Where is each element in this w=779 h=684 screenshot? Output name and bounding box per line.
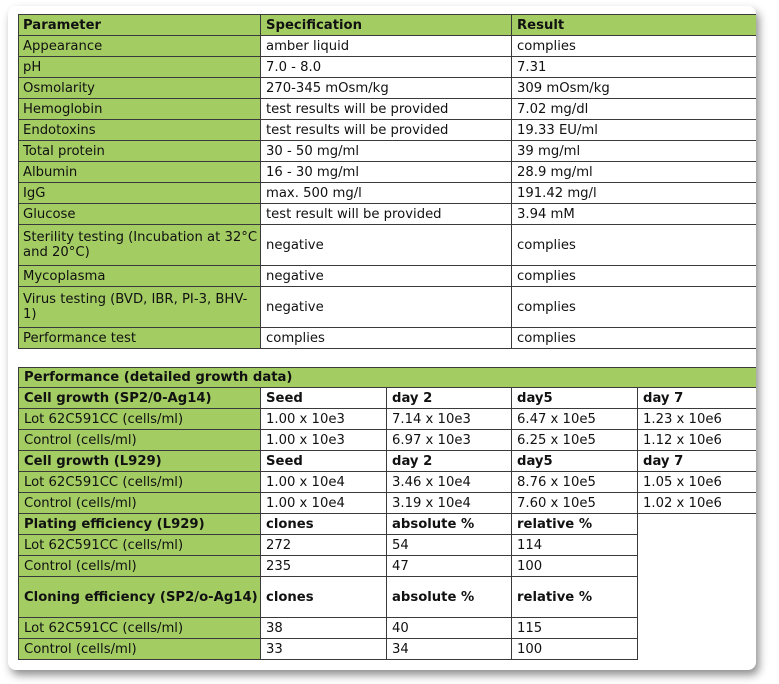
column-header: day 2 bbox=[387, 451, 512, 472]
spec-result: 28.9 mg/ml bbox=[512, 162, 757, 183]
cell-value: 1.00 x 10e4 bbox=[261, 472, 387, 493]
cell-value: 272 bbox=[261, 535, 387, 556]
cell-value: 54 bbox=[387, 535, 512, 556]
spec-specification: 270-345 mOsm/kg bbox=[261, 78, 512, 99]
cell-value: 3.19 x 10e4 bbox=[387, 493, 512, 514]
spec-row bbox=[19, 183, 757, 204]
performance-title-row bbox=[19, 368, 757, 388]
row-label: Control (cells/ml) bbox=[19, 639, 261, 660]
cell-value: 8.76 x 10e5 bbox=[512, 472, 638, 493]
column-header: relative % bbox=[512, 577, 638, 618]
cell-value: 100 bbox=[512, 556, 638, 577]
section-label: Cell growth (L929) bbox=[19, 451, 261, 472]
spec-result: 7.31 bbox=[512, 57, 757, 78]
document-card bbox=[8, 6, 756, 670]
spec-result: 39 mg/ml bbox=[512, 141, 757, 162]
specification-table bbox=[18, 14, 756, 349]
spec-parameter: Osmolarity bbox=[19, 78, 261, 99]
spec-specification: 7.0 - 8.0 bbox=[261, 57, 512, 78]
spec-specification: 30 - 50 mg/ml bbox=[261, 141, 512, 162]
row-label: Lot 62C591CC (cells/ml) bbox=[19, 472, 261, 493]
spec-result: 309 mOsm/kg bbox=[512, 78, 757, 99]
spec-specification: test results will be provided bbox=[261, 99, 512, 120]
spec-parameter: pH bbox=[19, 57, 261, 78]
spec-row bbox=[19, 57, 757, 78]
cell-value: 1.00 x 10e4 bbox=[261, 493, 387, 514]
column-header: absolute % bbox=[387, 577, 512, 618]
column-header: Seed bbox=[261, 388, 387, 409]
cell-value: 1.23 x 10e6 bbox=[638, 409, 757, 430]
spec-row bbox=[19, 287, 757, 328]
table-row bbox=[19, 618, 757, 639]
cell-growth-sp2-header bbox=[19, 388, 757, 409]
cell-value: 6.47 x 10e5 bbox=[512, 409, 638, 430]
spec-result: 7.02 mg/dl bbox=[512, 99, 757, 120]
cell-value: 7.14 x 10e3 bbox=[387, 409, 512, 430]
spec-parameter: Glucose bbox=[19, 204, 261, 225]
column-header: relative % bbox=[512, 514, 638, 535]
performance-table bbox=[18, 367, 756, 660]
cell-value: 100 bbox=[512, 639, 638, 660]
cell-value: 38 bbox=[261, 618, 387, 639]
spec-row bbox=[19, 266, 757, 287]
table-row bbox=[19, 472, 757, 493]
spec-header-result: Result bbox=[512, 15, 757, 36]
column-header: Seed bbox=[261, 451, 387, 472]
row-label: Control (cells/ml) bbox=[19, 556, 261, 577]
cell-value: 6.97 x 10e3 bbox=[387, 430, 512, 451]
cell-value: 1.00 x 10e3 bbox=[261, 430, 387, 451]
column-header: day5 bbox=[512, 451, 638, 472]
spec-specification: max. 500 mg/l bbox=[261, 183, 512, 204]
spec-result: 3.94 mM bbox=[512, 204, 757, 225]
spec-parameter: Appearance bbox=[19, 36, 261, 57]
column-header: clones bbox=[261, 577, 387, 618]
empty-cell bbox=[638, 639, 757, 660]
spec-header-parameter: Parameter bbox=[19, 15, 261, 36]
spec-result: complies bbox=[512, 266, 757, 287]
empty-cell bbox=[638, 618, 757, 639]
column-header: day5 bbox=[512, 388, 638, 409]
cell-value: 6.25 x 10e5 bbox=[512, 430, 638, 451]
spec-parameter: IgG bbox=[19, 183, 261, 204]
empty-cell bbox=[638, 535, 757, 556]
spec-row bbox=[19, 141, 757, 162]
plating-efficiency-header bbox=[19, 514, 757, 535]
table-row bbox=[19, 639, 757, 660]
cell-value: 1.12 x 10e6 bbox=[638, 430, 757, 451]
row-label: Lot 62C591CC (cells/ml) bbox=[19, 535, 261, 556]
cell-value: 235 bbox=[261, 556, 387, 577]
table-row bbox=[19, 493, 757, 514]
spec-specification: amber liquid bbox=[261, 36, 512, 57]
spec-specification: 16 - 30 mg/ml bbox=[261, 162, 512, 183]
spec-row bbox=[19, 78, 757, 99]
spec-row bbox=[19, 225, 757, 266]
spec-row bbox=[19, 328, 757, 349]
spec-specification: test result will be provided bbox=[261, 204, 512, 225]
performance-title: Performance (detailed growth data) bbox=[19, 368, 757, 388]
table-row bbox=[19, 409, 757, 430]
spec-header-row bbox=[19, 15, 757, 36]
cell-value: 34 bbox=[387, 639, 512, 660]
cell-value: 7.60 x 10e5 bbox=[512, 493, 638, 514]
spec-result: complies bbox=[512, 328, 757, 349]
cell-value: 40 bbox=[387, 618, 512, 639]
spec-row bbox=[19, 120, 757, 141]
spec-row bbox=[19, 162, 757, 183]
column-header: clones bbox=[261, 514, 387, 535]
spec-result: 19.33 EU/ml bbox=[512, 120, 757, 141]
spec-specification: complies bbox=[261, 328, 512, 349]
row-label: Control (cells/ml) bbox=[19, 493, 261, 514]
section-label: Plating efficiency (L929) bbox=[19, 514, 261, 535]
table-row bbox=[19, 535, 757, 556]
spec-result: complies bbox=[512, 225, 757, 266]
spec-parameter: Albumin bbox=[19, 162, 261, 183]
spec-result: 191.42 mg/l bbox=[512, 183, 757, 204]
spec-header-specification: Specification bbox=[261, 15, 512, 36]
spec-row bbox=[19, 204, 757, 225]
cell-value: 1.02 x 10e6 bbox=[638, 493, 757, 514]
cell-value: 47 bbox=[387, 556, 512, 577]
cell-value: 1.00 x 10e3 bbox=[261, 409, 387, 430]
spec-parameter: Total protein bbox=[19, 141, 261, 162]
cell-value: 115 bbox=[512, 618, 638, 639]
column-header: day 2 bbox=[387, 388, 512, 409]
table-row bbox=[19, 556, 757, 577]
spec-specification: negative bbox=[261, 225, 512, 266]
table-row bbox=[19, 430, 757, 451]
cell-value: 114 bbox=[512, 535, 638, 556]
spec-parameter: Endotoxins bbox=[19, 120, 261, 141]
spec-parameter: Sterility testing (Incubation at 32°C and 20°C) bbox=[19, 225, 261, 266]
cell-value: 3.46 x 10e4 bbox=[387, 472, 512, 493]
spec-parameter: Hemoglobin bbox=[19, 99, 261, 120]
spec-parameter: Performance test bbox=[19, 328, 261, 349]
empty-cell bbox=[638, 577, 757, 618]
cloning-efficiency-header bbox=[19, 577, 757, 618]
spec-specification: test results will be provided bbox=[261, 120, 512, 141]
spec-specification: negative bbox=[261, 287, 512, 328]
spec-row bbox=[19, 36, 757, 57]
empty-cell bbox=[638, 556, 757, 577]
column-header: day 7 bbox=[638, 451, 757, 472]
row-label: Lot 62C591CC (cells/ml) bbox=[19, 618, 261, 639]
spec-specification: negative bbox=[261, 266, 512, 287]
spec-row bbox=[19, 99, 757, 120]
row-label: Lot 62C591CC (cells/ml) bbox=[19, 409, 261, 430]
empty-cell bbox=[638, 514, 757, 535]
column-header: day 7 bbox=[638, 388, 757, 409]
cell-value: 33 bbox=[261, 639, 387, 660]
section-label: Cell growth (SP2/0-Ag14) bbox=[19, 388, 261, 409]
cell-growth-l929-header bbox=[19, 451, 757, 472]
column-header: absolute % bbox=[387, 514, 512, 535]
spec-result: complies bbox=[512, 287, 757, 328]
row-label: Control (cells/ml) bbox=[19, 430, 261, 451]
spec-parameter: Virus testing (BVD, IBR, PI-3, BHV-1) bbox=[19, 287, 261, 328]
section-label: Cloning efficiency (SP2/o-Ag14) bbox=[19, 577, 261, 618]
spec-parameter: Mycoplasma bbox=[19, 266, 261, 287]
spec-result: complies bbox=[512, 36, 757, 57]
cell-value: 1.05 x 10e6 bbox=[638, 472, 757, 493]
